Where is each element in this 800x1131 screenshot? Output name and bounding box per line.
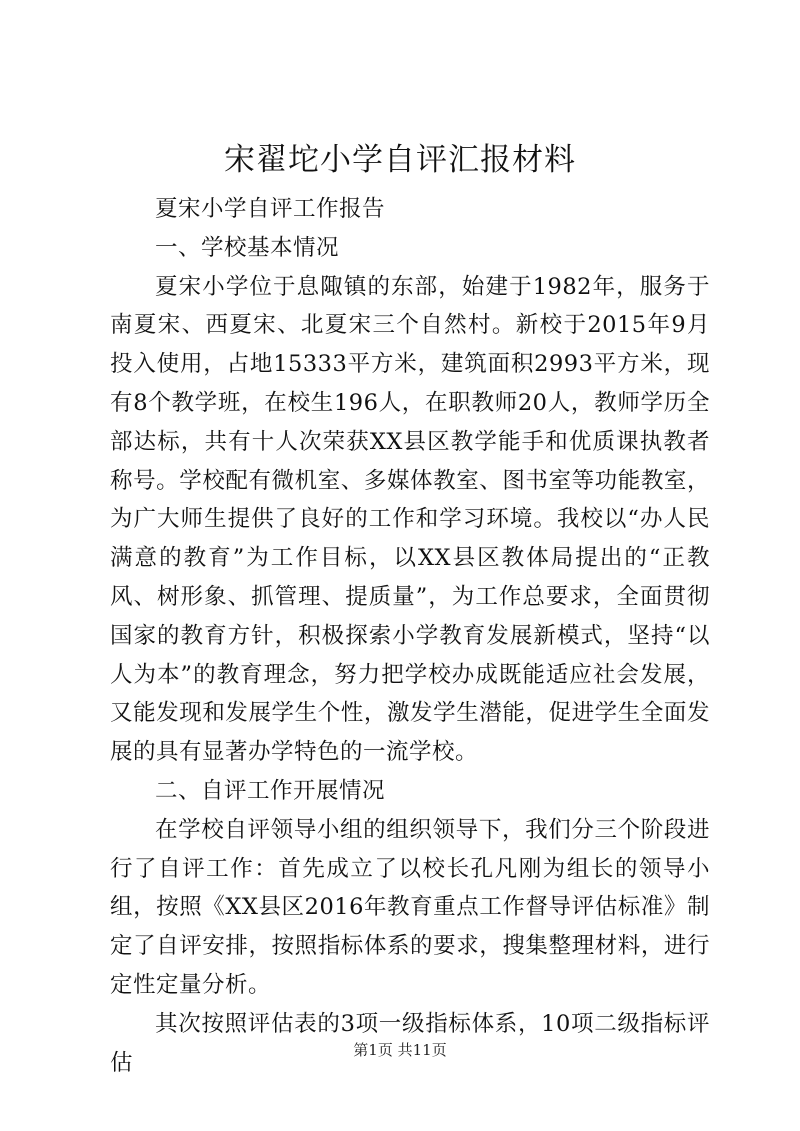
paragraph-evaluation-process: 在学校自评领导小组的组织领导下，我们分三个阶段进行了自评工作：首先成立了以校长孔凡刚为组长的领导小组，按照《XX县区2016年教育重点工作督导评估标准》制定了自评安排，按照指标体系的要求，搜集整理材料，进行定性定量分析。 (110, 816, 710, 998)
page-footer: 第1页 共11页 (353, 1041, 447, 1059)
paragraph-school-overview: 夏宋小学位于息陬镇的东部，始建于1982年，服务于南夏宋、西夏宋、北夏宋三个自然村。新校于2015年9月投入使用，占地15333平方米，建筑面积2993平方米，现有8个教学班，在校生196人，在职教师20人，教师学历全部达标，共有十人次荣获XX县区教学能手和优质课执教者称号。学校配有微机室、多媒体教室、图书室等功能教室，为广大师生提供了良好的工作和学习环境。我校以“办人民满意的教育”为工作目标，以XX县区教体局提出的“正教风、树形象、抓管理、提质量”，为工作总要求，全面贯彻国家的教育方针，积极探索小学教育发展新模式，坚持“以人为本”的教育理念，努力把学校办成既能适应社会发展，又能发现和发展学生个性，激发学生潜能，促进学生全面发展的具有显著办学特色的一流学校。 (110, 273, 710, 766)
document-body (110, 190, 710, 1082)
report-subtitle: 夏宋小学自评工作报告 (155, 196, 386, 222)
document-title: 宋翟坨小学自评汇报材料 (224, 142, 576, 178)
section-heading-basic-info: 一、学校基本情况 (155, 234, 340, 261)
paragraph-evaluation-indicators: 其次按照评估表的3项一级指标体系，10项二级指标评估 (110, 1010, 710, 1076)
section-heading-self-evaluation: 二、自评工作开展情况 (155, 777, 386, 804)
